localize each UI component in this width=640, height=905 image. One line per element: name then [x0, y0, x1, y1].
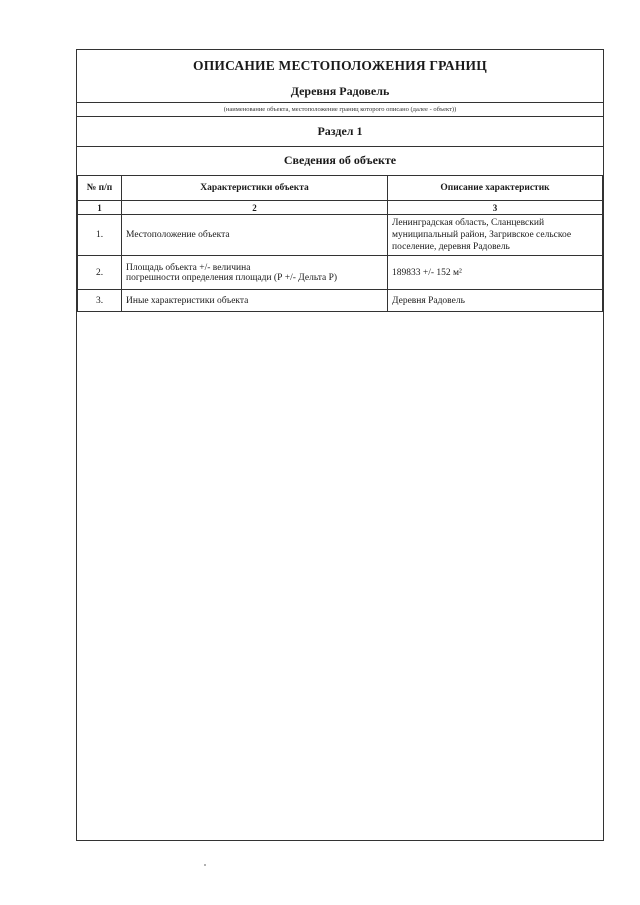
column-number: 3 — [388, 201, 603, 215]
column-number: 2 — [122, 201, 388, 215]
row-characteristic: Местоположение объекта — [122, 215, 388, 256]
table-header-row — [78, 176, 603, 201]
table-row — [78, 215, 603, 256]
divider — [77, 102, 603, 103]
table-row — [78, 256, 603, 290]
row-number: 2. — [78, 256, 122, 290]
column-header-number: № п/п — [78, 176, 122, 201]
section-title: Сведения об объекте — [283, 153, 397, 167]
row-number: 3. — [78, 290, 122, 312]
object-name: Деревня Радовель — [290, 84, 390, 98]
column-header-description: Описание характеристик — [388, 176, 603, 201]
document-frame — [76, 49, 604, 841]
document-title: ОПИСАНИЕ МЕСТОПОЛОЖЕНИЯ ГРАНИЦ — [193, 58, 487, 73]
row-characteristic: Иные характеристики объекта — [122, 290, 388, 312]
divider — [77, 146, 603, 147]
table-row — [78, 290, 603, 312]
row-description: Ленинградская область, Сланцевский муниципальный район, Загривское сельское поселение, деревня Радовель — [388, 215, 603, 256]
column-header-characteristics: Характеристики объекта — [122, 176, 388, 201]
row-description: 189833 +/- 152 м² — [388, 256, 603, 290]
row-characteristic-line: Площадь объекта +/- величина — [126, 262, 251, 273]
row-description: Деревня Радовель — [388, 290, 603, 312]
column-number-row — [78, 201, 603, 215]
divider — [77, 116, 603, 117]
section-number: Раздел 1 — [317, 124, 363, 138]
column-number: 1 — [78, 201, 122, 215]
object-note: (наименование объекта, местоположение границ которого описано (далее - объект)) — [223, 106, 457, 113]
row-characteristic — [122, 256, 388, 290]
row-characteristic-line: погрешности определения площади (Р +/- Дельта Р) — [126, 272, 338, 283]
scan-speck — [204, 864, 206, 866]
object-info-table — [77, 175, 603, 312]
row-number: 1. — [78, 215, 122, 256]
